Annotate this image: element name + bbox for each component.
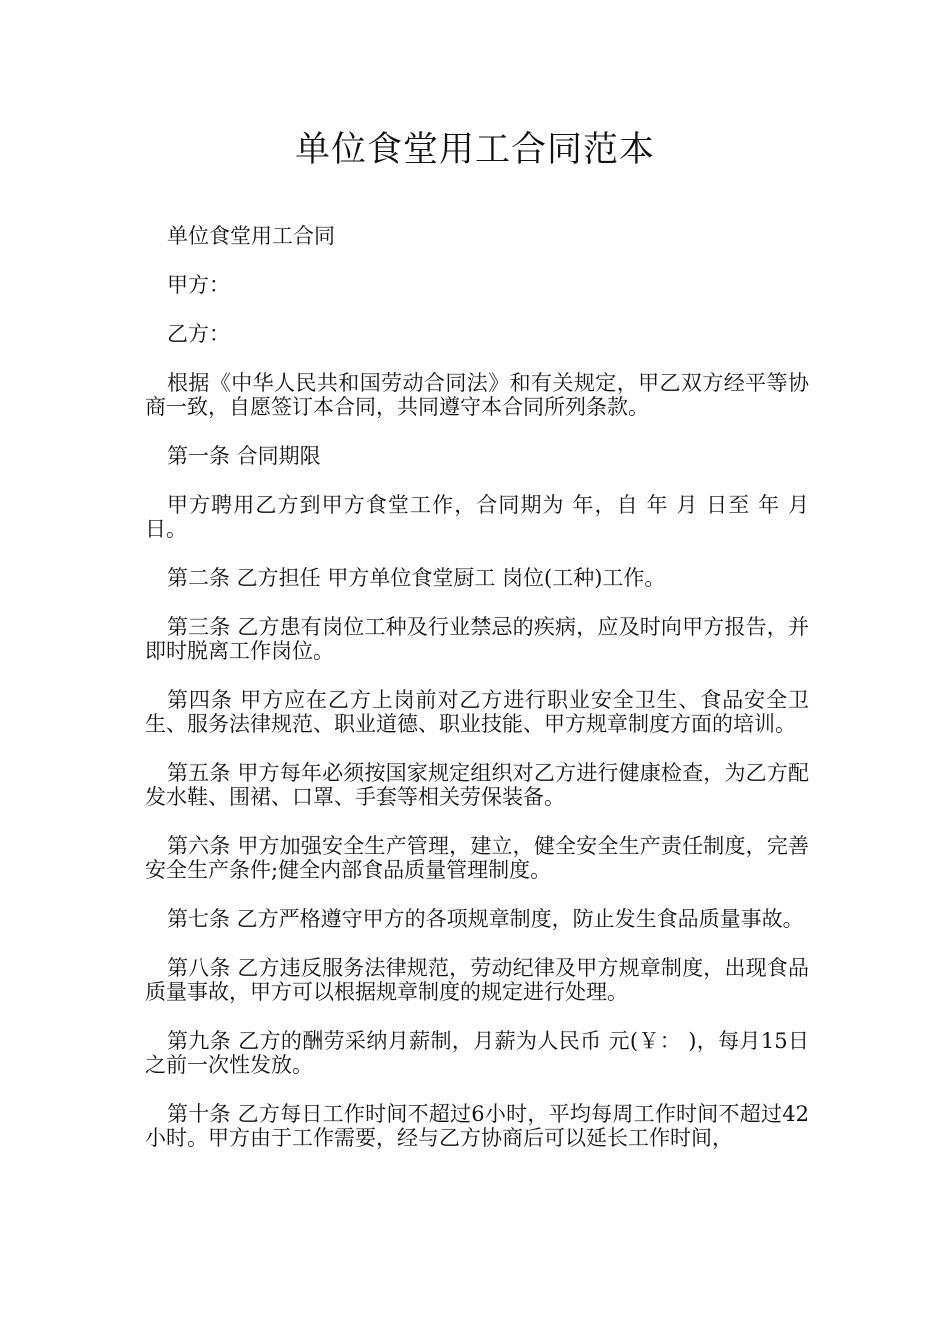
article-1-body: 甲方聘用乙方到甲方食堂工作，合同期为 年，自 年 月 日至 年 月 日。	[145, 493, 809, 541]
contract-heading: 单位食堂用工合同	[167, 224, 335, 248]
article-3: 第三条 乙方患有岗位工种及行业禁忌的疾病，应及时向甲方报告，并即时脱离工作岗位。	[145, 615, 809, 663]
document-title: 单位食堂用工合同范本	[294, 130, 655, 170]
party-a-field: 甲方：	[167, 273, 230, 297]
document-body	[145, 224, 809, 1175]
party-b-field: 乙方：	[167, 322, 230, 346]
article-2: 第二条 乙方担任 甲方单位食堂厨工 岗位(工种)工作。	[167, 566, 666, 590]
article-8: 第八条 乙方违反服务法律规范，劳动纪律及甲方规章制度，出现食品质量事故，甲方可以根据规章制度的规定进行处理。	[145, 956, 809, 1004]
article-6: 第六条 甲方加强安全生产管理，建立，健全安全生产责任制度，完善安全生产条件;健全内部食品质量管理制度。	[145, 834, 809, 882]
article-4: 第四条 甲方应在乙方上岗前对乙方进行职业安全卫生、食品安全卫生、服务法律规范、职业道德、职业技能、甲方规章制度方面的培训。	[145, 688, 809, 736]
preamble-paragraph: 根据《中华人民共和国劳动合同法》和有关规定，甲乙双方经平等协商一致，自愿签订本合同，共同遵守本合同所列条款。	[145, 371, 809, 419]
article-9: 第九条 乙方的酬劳采纳月薪制，月薪为人民币 元(￥： )，每月15日之前一次性发放。	[145, 1029, 809, 1077]
article-7: 第七条 乙方严格遵守甲方的各项规章制度，防止发生食品质量事故。	[167, 907, 804, 931]
article-10: 第十条 乙方每日工作时间不超过6小时，平均每周工作时间不超过42小时。甲方由于工作需要，经与乙方协商后可以延长工作时间，	[145, 1102, 809, 1150]
article-5: 第五条 甲方每年必须按国家规定组织对乙方进行健康检查，为乙方配发水鞋、围裙、口罩、手套等相关劳保装备。	[145, 761, 809, 809]
article-1-heading: 第一条 合同期限	[167, 444, 321, 468]
